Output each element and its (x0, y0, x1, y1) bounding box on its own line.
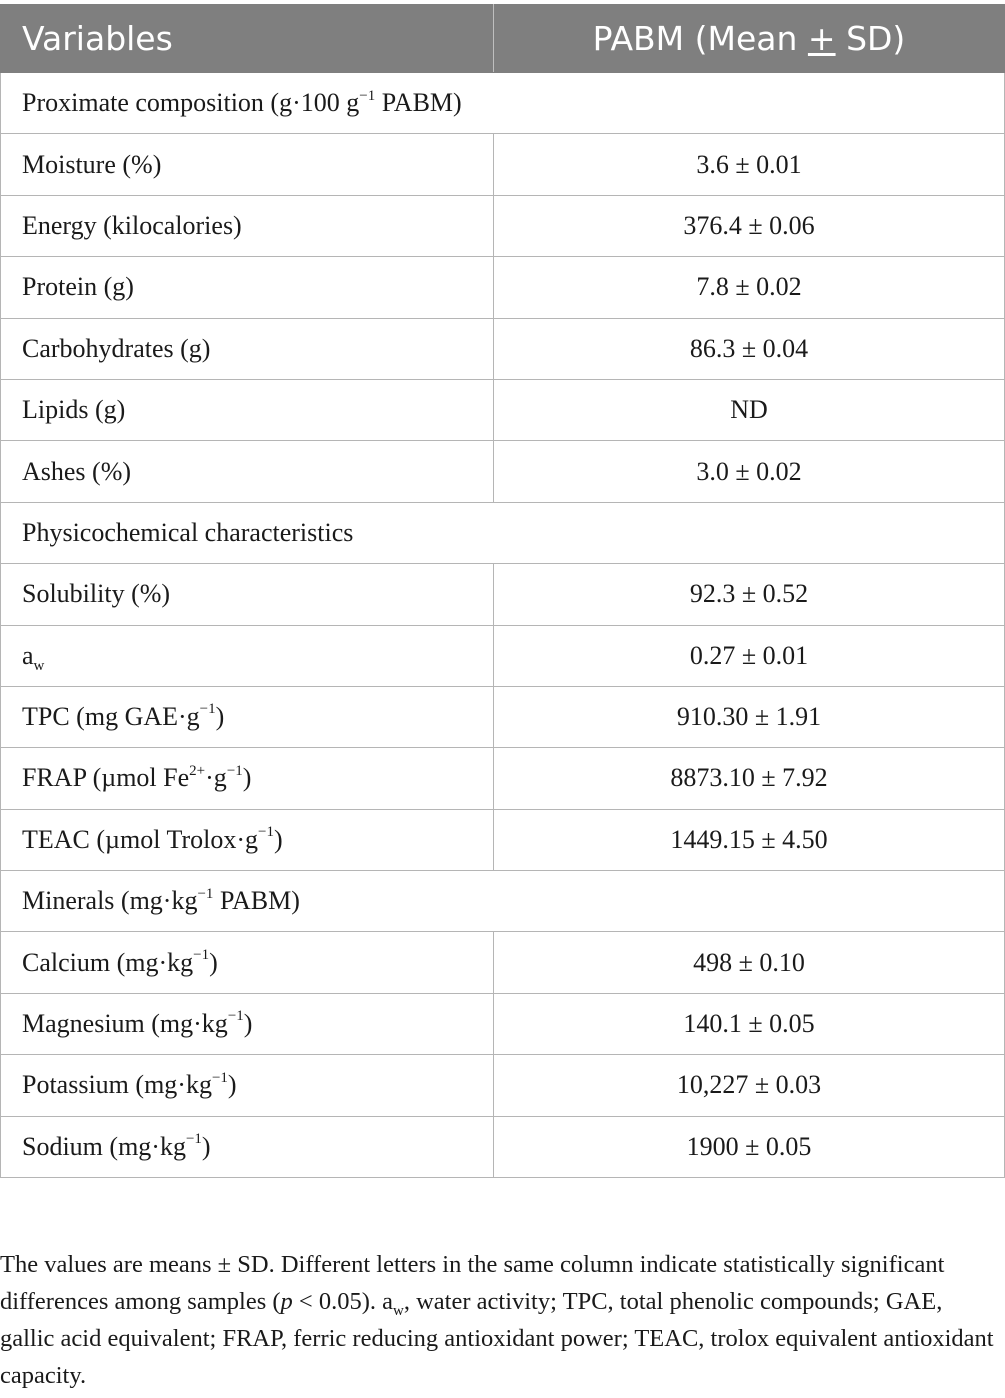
row-value-lipids: ND (494, 379, 1005, 440)
row-label-protein: Protein (g) (1, 257, 494, 318)
calcium-pre: Calcium (mg·kg (22, 947, 194, 977)
table-row (1, 441, 1005, 502)
row-label-sodium (1, 1116, 494, 1177)
table-row (1, 195, 1005, 256)
potassium-post: ) (227, 1070, 237, 1100)
frap-sup2: −1 (226, 762, 243, 779)
data-table (0, 4, 1005, 1178)
teac-pre: TEAC (µmol Trolox·g (22, 824, 259, 854)
table-row (1, 993, 1005, 1054)
frap-mid: ·g (205, 763, 227, 793)
table-row (1, 1055, 1005, 1116)
table-row (1, 134, 1005, 195)
row-value-protein: 7.8 ± 0.02 (494, 257, 1005, 318)
section-proximate-sup: −1 (359, 87, 376, 104)
aw-main: a (22, 640, 34, 670)
section-row-minerals (1, 871, 1005, 932)
row-label-carbohydrates: Carbohydrates (g) (1, 318, 494, 379)
footnote-sub: w (393, 1302, 404, 1319)
frap-post: ) (242, 763, 252, 793)
row-label-energy: Energy (kilocalories) (1, 195, 494, 256)
header-pabm-pm: + (807, 19, 836, 58)
teac-post: ) (273, 824, 283, 854)
section-label-proximate (1, 73, 1005, 134)
section-proximate-post: PABM) (375, 88, 462, 118)
sodium-post: ) (201, 1131, 211, 1161)
frap-pre: FRAP (µmol Fe (22, 763, 190, 793)
row-value-magnesium: 140.1 ± 0.05 (494, 993, 1005, 1054)
row-value-tpc: 910.30 ± 1.91 (494, 686, 1005, 747)
sodium-sup: −1 (185, 1131, 202, 1148)
table-row (1, 257, 1005, 318)
tpc-pre: TPC (mg GAE·g (22, 702, 200, 732)
row-value-potassium: 10,227 ± 0.03 (494, 1055, 1005, 1116)
table-row (1, 1116, 1005, 1177)
row-value-teac: 1449.15 ± 4.50 (494, 809, 1005, 870)
row-label-teac (1, 809, 494, 870)
row-value-moisture: 3.6 ± 0.01 (494, 134, 1005, 195)
row-value-carbohydrates: 86.3 ± 0.04 (494, 318, 1005, 379)
section-minerals-post: PABM) (213, 886, 300, 916)
footnote-part1: The values are means ± SD. Different letters in the same column indicate statistically significant differences among samples ( (0, 1251, 945, 1315)
row-value-solubility: 92.3 ± 0.52 (494, 564, 1005, 625)
row-label-magnesium (1, 993, 494, 1054)
section-minerals-sup: −1 (197, 885, 214, 902)
section-proximate-text: Proximate composition (g·100 g (22, 88, 360, 118)
footnote-part2: < 0.05). a (292, 1288, 394, 1315)
header-pabm (494, 5, 1005, 73)
section-row-proximate (1, 73, 1005, 134)
section-label-physicochemical: Physicochemical characteristics (1, 502, 1005, 563)
row-label-ashes: Ashes (%) (1, 441, 494, 502)
calcium-sup: −1 (193, 947, 210, 963)
section-minerals-text: Minerals (mg·kg (22, 886, 198, 916)
row-value-sodium: 1900 ± 0.05 (494, 1116, 1005, 1177)
row-label-moisture: Moisture (%) (1, 134, 494, 195)
teac-sup: −1 (258, 824, 274, 841)
row-label-potassium (1, 1055, 494, 1116)
row-label-lipids: Lipids (g) (1, 379, 494, 440)
calcium-post: ) (209, 947, 218, 977)
frap-sup1: 2+ (189, 762, 206, 779)
sodium-pre: Sodium (mg·kg (22, 1131, 186, 1161)
section-label-minerals (1, 871, 1005, 932)
magnesium-sup: −1 (227, 1008, 244, 1025)
table-row (1, 809, 1005, 870)
aw-sub: w (33, 657, 45, 674)
row-value-aw: 0.27 ± 0.01 (494, 625, 1005, 686)
magnesium-post: ) (243, 1009, 253, 1039)
row-label-frap (1, 748, 494, 809)
section-row-physicochemical (1, 502, 1005, 563)
tpc-sup: −1 (199, 701, 216, 718)
header-pabm-post: SD) (835, 19, 906, 58)
row-value-ashes: 3.0 ± 0.02 (494, 441, 1005, 502)
table-row (1, 318, 1005, 379)
table-footnote (0, 1246, 1000, 1394)
row-value-frap: 8873.10 ± 7.92 (494, 748, 1005, 809)
table-row (1, 564, 1005, 625)
table-row (1, 625, 1005, 686)
table-row (1, 748, 1005, 809)
table-row (1, 932, 1005, 993)
potassium-pre: Potassium (mg·kg (22, 1070, 212, 1100)
table-row (1, 379, 1005, 440)
row-value-calcium: 498 ± 0.10 (494, 932, 1005, 993)
header-row (1, 5, 1005, 73)
row-label-solubility: Solubility (%) (1, 564, 494, 625)
row-label-aw (1, 625, 494, 686)
table-row (1, 686, 1005, 747)
magnesium-pre: Magnesium (mg·kg (22, 1009, 228, 1039)
row-label-tpc (1, 686, 494, 747)
header-variables: Variables (1, 5, 494, 73)
tpc-post: ) (215, 702, 225, 732)
footnote-p: p (280, 1288, 293, 1315)
row-label-calcium (1, 932, 494, 993)
row-value-energy: 376.4 ± 0.06 (494, 195, 1005, 256)
potassium-sup: −1 (211, 1069, 228, 1086)
header-pabm-pre: PABM (Mean (592, 19, 808, 58)
footnote-part3: , water activity; TPC, total phenolic compounds; GAE, gallic acid equivalent; FRAP, ferric reducing antioxidant power; TEAC, trolox equivalent antioxidant capacity. (0, 1288, 994, 1389)
